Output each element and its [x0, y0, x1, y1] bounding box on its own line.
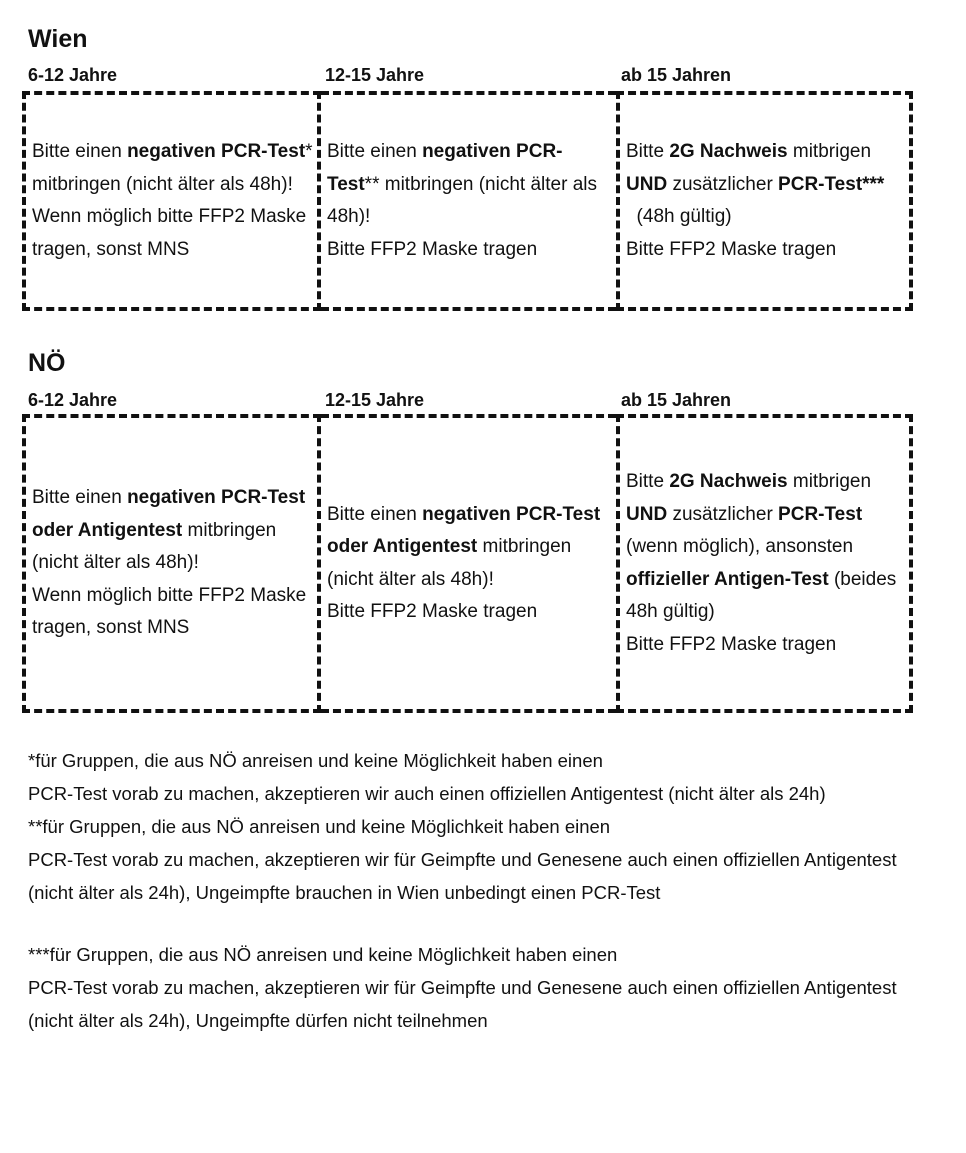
- region-title-noe: NÖ: [28, 349, 66, 377]
- wien-cell-6-12-text: Bitte einen negativen PCR-Test* mitbringen (nicht älter als 48h)! Wenn möglich bitte FFP2 Maske tragen, sonst MNS: [32, 141, 313, 260]
- footnote-1-line-1: *für Gruppen, die aus NÖ anreisen und keine Möglichkeit haben einen: [28, 750, 603, 771]
- footnote-1-line-2: PCR-Test vorab zu machen, akzeptieren wir auch einen offiziellen Antigentest (nicht älter als 24h): [28, 783, 826, 804]
- footnotes: [28, 744, 928, 1037]
- footnote-2-line-2: PCR-Test vorab zu machen, akzeptieren wir für Geimpfte und Genesene auch einen offiziellen Antigentest (nicht älter als 24h), Ungeimpfte brauchen in Wien unbedingt einen PCR-Test: [28, 849, 897, 903]
- column-header-12-15: 12-15 Jahre: [325, 390, 425, 410]
- noe-cell-12-15-text: Bitte einen negativen PCR-Test oder Antigentest mitbringen (nicht älter als 48h)! Bitte FFP2 Maske tragen: [327, 503, 601, 622]
- column-header-ab-15: ab 15 Jahren: [621, 65, 732, 85]
- noe-cell-6-12-text: Bitte einen negativen PCR-Test oder Antigentest mitbringen (nicht älter als 48h)! Wenn möglich bitte FFP2 Maske tragen, sonst MNS: [32, 487, 307, 639]
- footnote-3-line-1: ***für Gruppen, die aus NÖ anreisen und keine Möglichkeit haben einen: [28, 944, 618, 965]
- column-header-12-15: 12-15 Jahre: [325, 65, 425, 85]
- wien-cell-12-15: [321, 91, 616, 311]
- column-header-6-12: 6-12 Jahre: [28, 65, 118, 85]
- wien-requirements-table: [22, 91, 913, 311]
- noe-cell-ab-15: [616, 414, 913, 713]
- footnote-2-line-1: **für Gruppen, die aus NÖ anreisen und keine Möglichkeit haben einen: [28, 816, 611, 837]
- noe-cell-12-15: [321, 414, 616, 713]
- region-title-wien: Wien: [28, 25, 88, 53]
- wien-cell-ab-15: [616, 91, 913, 311]
- noe-cell-6-12: [22, 414, 321, 713]
- wien-cell-ab-15-text: Bitte 2G Nachweis mitbrigen UND zusätzlicher PCR-Test*** (48h gültig) Bitte FFP2 Maske tragen: [626, 141, 885, 260]
- column-header-ab-15: ab 15 Jahren: [621, 390, 732, 410]
- footnote-3-line-2: PCR-Test vorab zu machen, akzeptieren wir für Geimpfte und Genesene auch einen offiziellen Antigentest (nicht älter als 24h), Ungeimpfte dürfen nicht teilnehmen: [28, 977, 897, 1031]
- column-header-6-12: 6-12 Jahre: [28, 390, 118, 410]
- wien-cell-12-15-text: Bitte einen negativen PCR-Test** mitbringen (nicht älter als 48h)! Bitte FFP2 Maske tragen: [327, 141, 597, 260]
- footnote-spacer: [28, 909, 928, 938]
- wien-cell-6-12: [22, 91, 321, 311]
- noe-requirements-table: [22, 414, 913, 713]
- noe-cell-ab-15-text: Bitte 2G Nachweis mitbrigen UND zusätzlicher PCR-Test (wenn möglich), ansonsten offizieller Antigen-Test (beides 48h gültig) Bitte FFP2 Maske tragen: [626, 471, 897, 655]
